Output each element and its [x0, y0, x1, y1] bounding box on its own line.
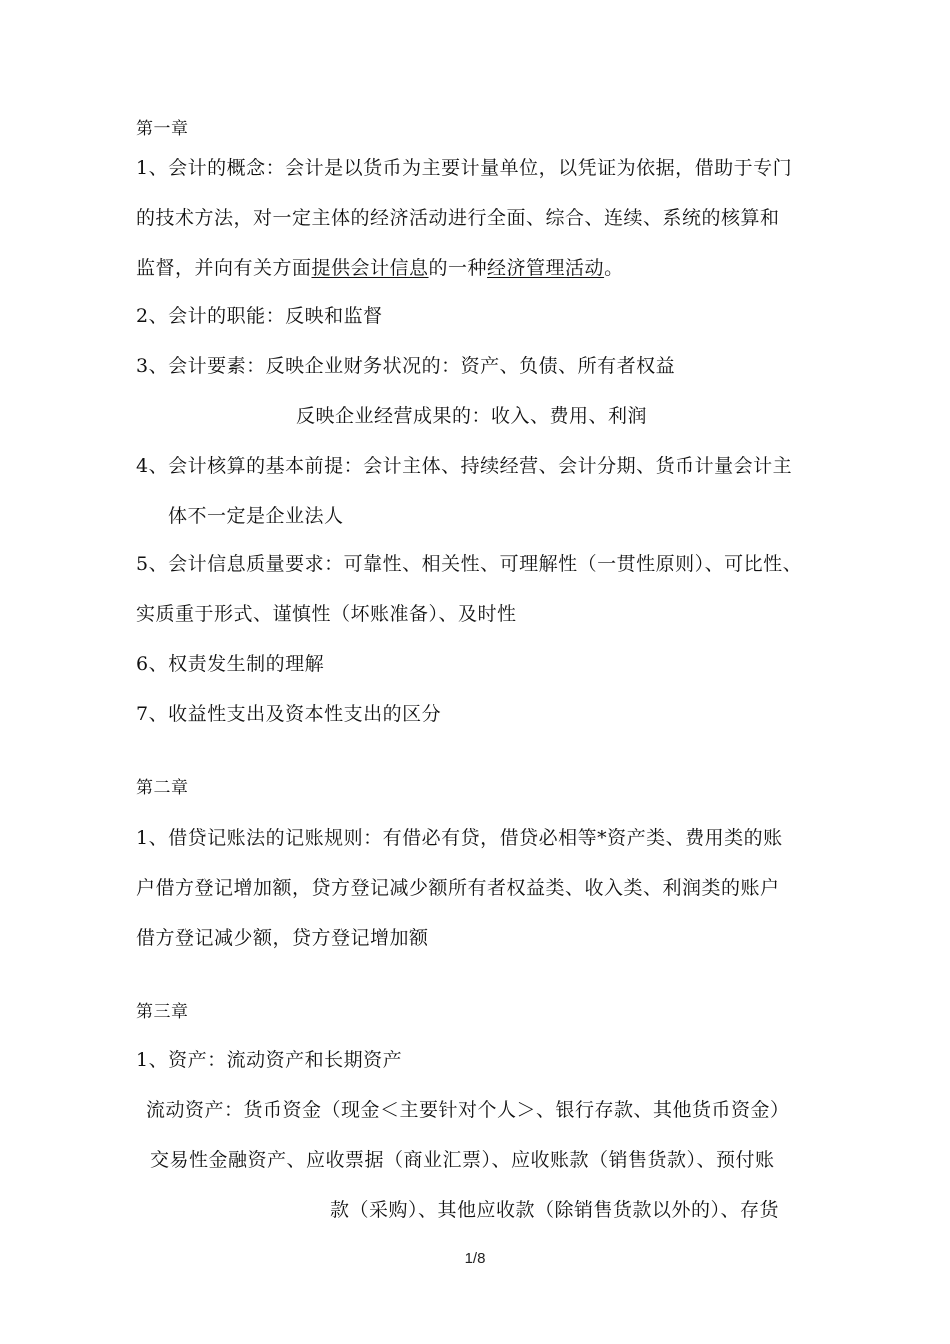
- ch1-item-4-line-1: 4、会计核算的基本前提：会计主体、持续经营、会计分期、货币计量会计主: [136, 455, 793, 477]
- ch3-item-1-line-2: 流动资产：货币资金（现金＜主要针对个人＞、银行存款、其他货币资金）: [146, 1099, 790, 1121]
- text-segment: 的一种: [428, 257, 488, 279]
- ch1-item-2: 2、会计的职能：反映和监督: [136, 305, 383, 327]
- underlined-term-accounting-info: 提供会计信息: [311, 257, 429, 279]
- ch3-item-1-line-4: 款（采购）、其他应收款（除销售货款以外的）、存货: [330, 1199, 780, 1221]
- chapter-1-heading: 第一章: [136, 119, 189, 139]
- text-segment: 监督，并向有关方面: [136, 257, 312, 279]
- page-number: 1/8: [464, 1250, 486, 1267]
- ch1-item-1-line-2: 的技术方法，对一定主体的经济活动进行全面、综合、连续、系统的核算和: [136, 207, 780, 229]
- text-segment: 。: [604, 257, 624, 279]
- ch1-item-7: 7、收益性支出及资本性支出的区分: [136, 703, 442, 725]
- ch1-item-1-line-1: 1、会计的概念：会计是以货币为主要计量单位，以凭证为依据，借助于专门: [136, 157, 793, 179]
- underlined-term-management-activity: 经济管理活动: [487, 257, 605, 279]
- ch1-item-4-line-2: 体不一定是企业法人: [168, 505, 344, 527]
- ch1-item-3-line-1: 3、会计要素：反映企业财务状况的：资产、负债、所有者权益: [136, 355, 676, 377]
- ch2-item-1-line-1: 1、借贷记账法的记账规则：有借必有贷，借贷必相等*资产类、费用类的账: [136, 827, 783, 849]
- ch3-item-1-line-3: 交易性金融资产、应收票据（商业汇票）、应收账款（销售货款）、预付账: [150, 1149, 775, 1171]
- ch1-item-3-line-2: 反映企业经营成果的：收入、费用、利润: [296, 405, 648, 427]
- chapter-3-heading: 第三章: [136, 1002, 189, 1022]
- ch3-item-1: 1、资产：流动资产和长期资产: [136, 1049, 403, 1071]
- ch2-item-1-line-3: 借方登记减少额，贷方登记增加额: [136, 927, 429, 949]
- ch2-item-1-line-2: 户借方登记增加额，贷方登记减少额所有者权益类、收入类、利润类的账户: [136, 877, 780, 899]
- ch1-item-5-line-1: 5、会计信息质量要求：可靠性、相关性、可理解性（一贯性原则）、可比性、: [136, 553, 803, 575]
- chapter-2-heading: 第二章: [136, 778, 189, 798]
- ch1-item-6: 6、权责发生制的理解: [136, 653, 325, 675]
- ch1-item-1-line-3: [136, 256, 624, 280]
- ch1-item-5-line-2: 实质重于形式、谨慎性（坏账准备）、及时性: [136, 603, 517, 625]
